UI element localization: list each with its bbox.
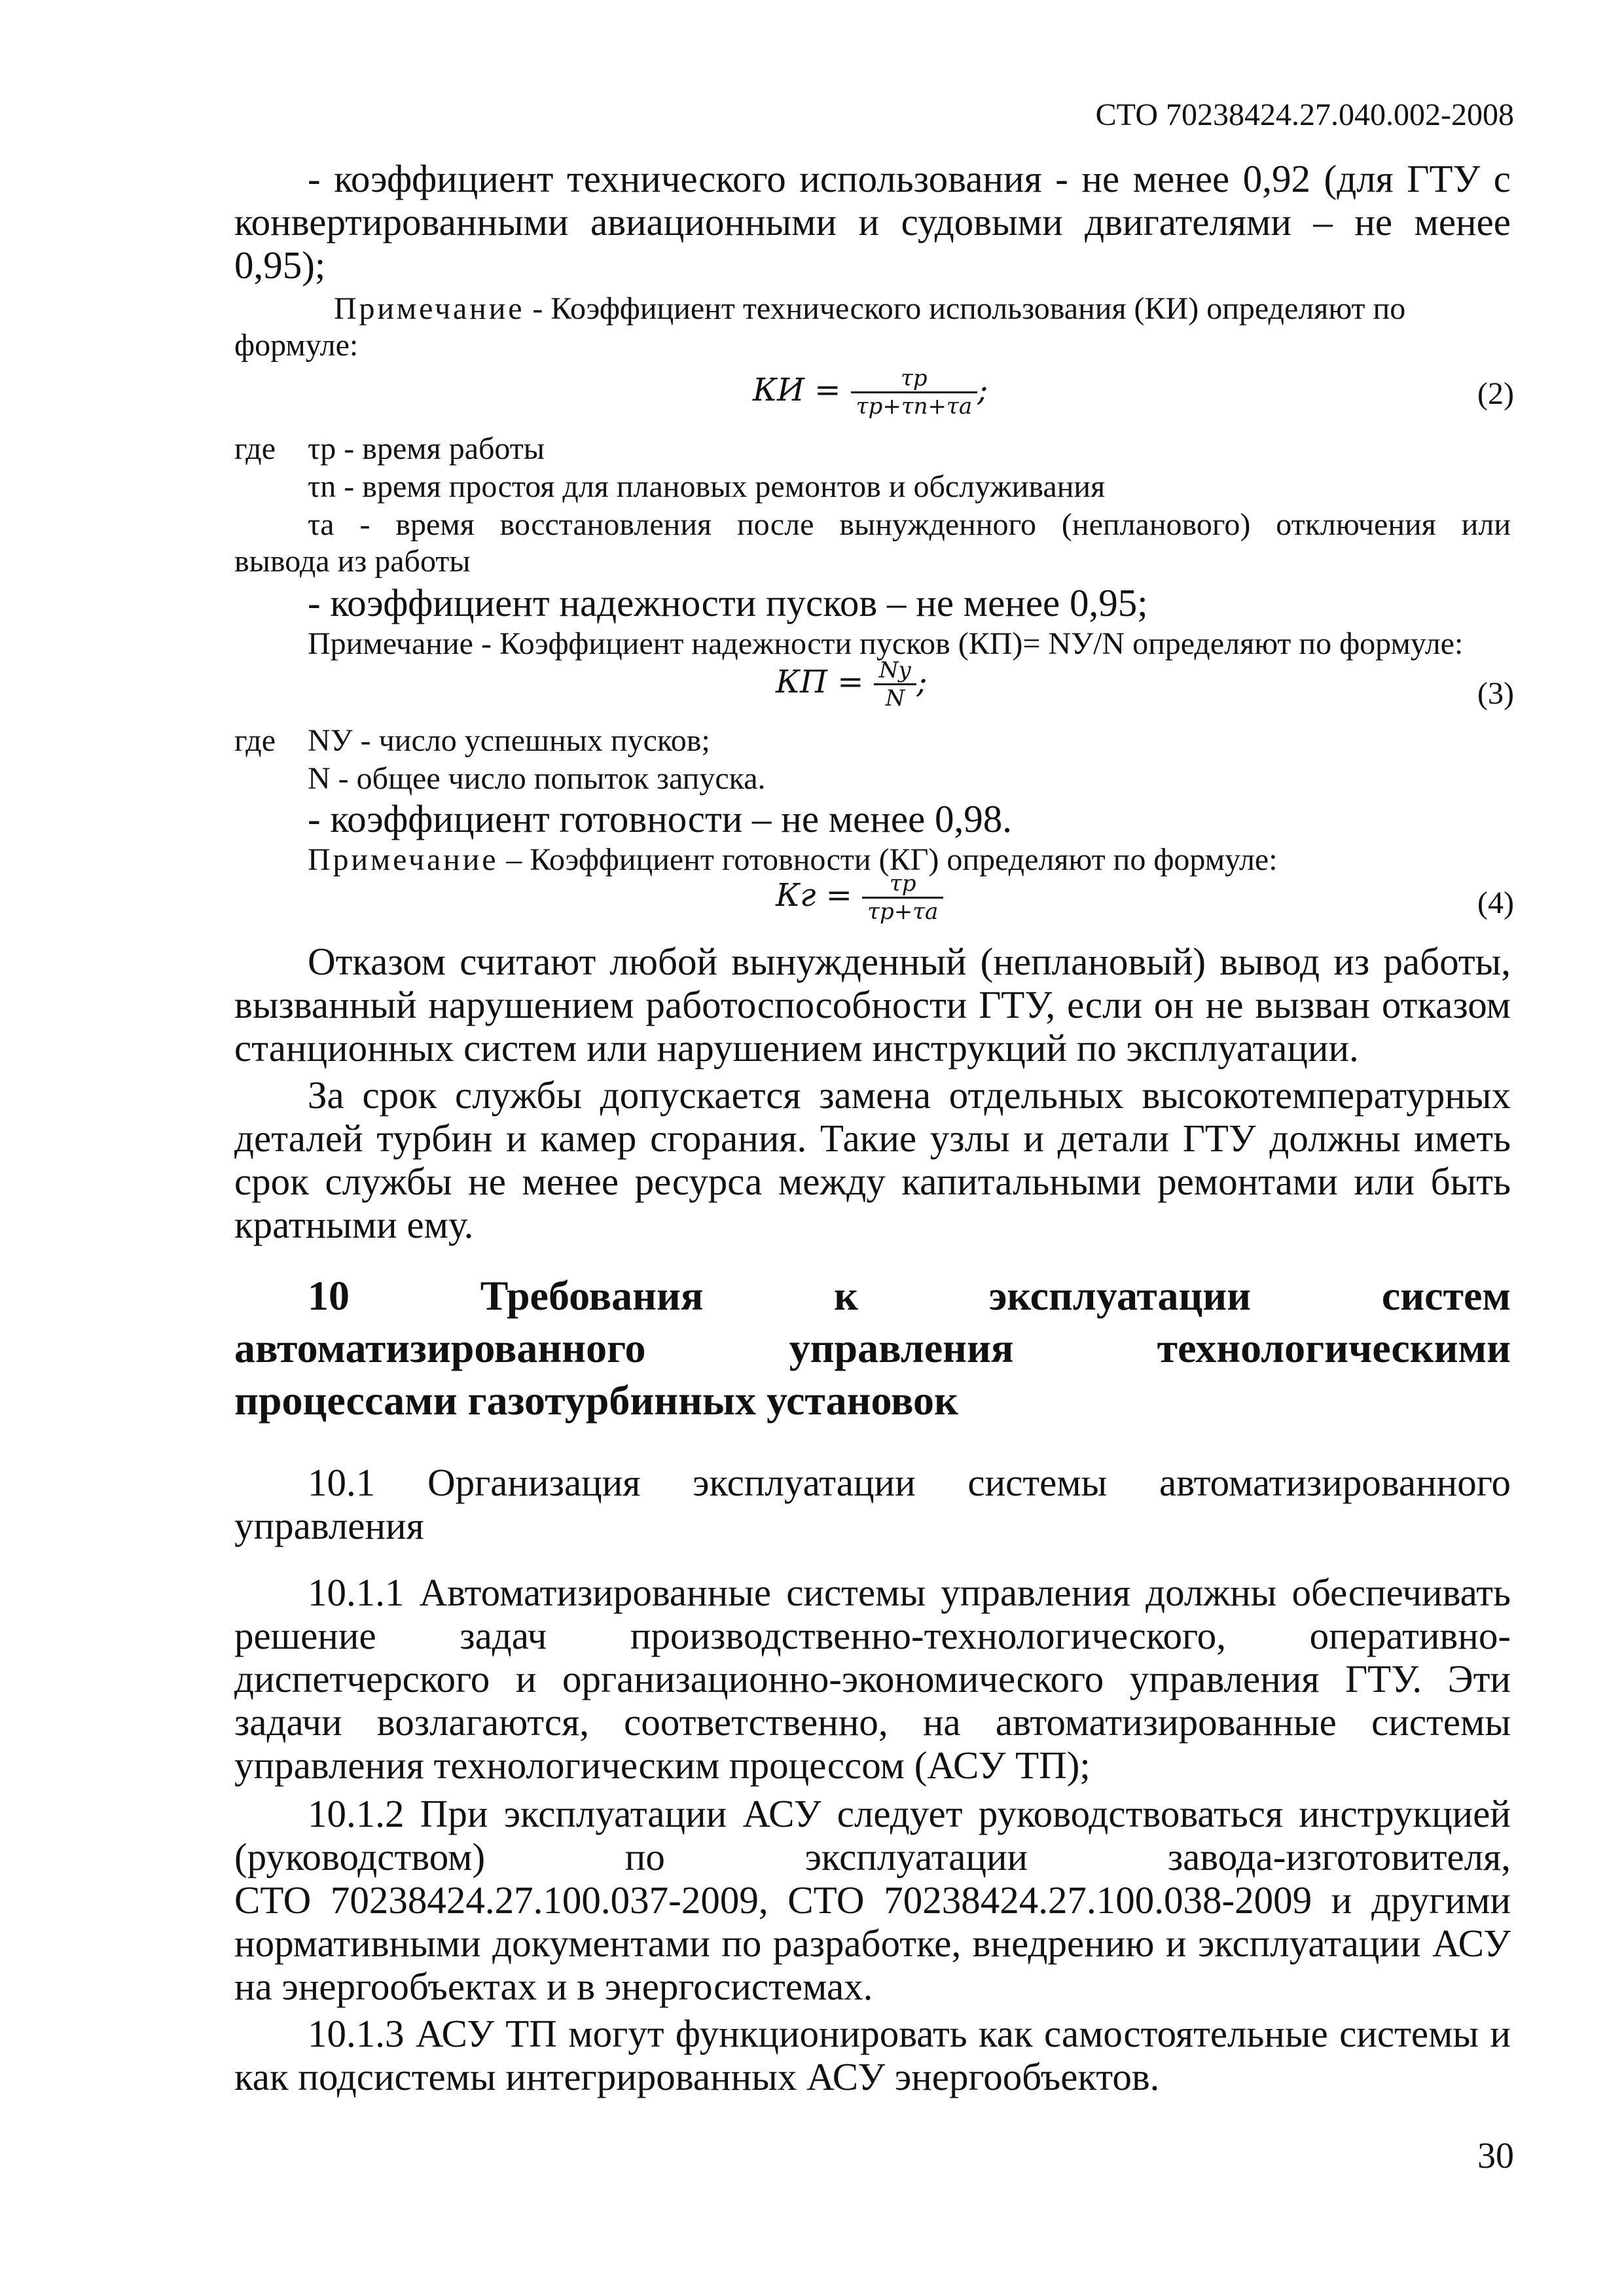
formula-tail: ; — [977, 372, 988, 408]
formula-4 — [776, 870, 943, 925]
fraction-denominator: N — [885, 685, 905, 711]
section-heading: 10 Требования к эксплуатации систем — [308, 1272, 1511, 1319]
note-label: Примечание — [334, 291, 525, 326]
note-text: – Коэффициент готовности (КГ) определяют по формуле: — [498, 842, 1278, 877]
paragraph-line: 0,95); — [234, 243, 326, 287]
paragraph-line: - коэффициент технического использования - не менее 0,92 (для ГТУ с — [308, 157, 1511, 200]
formula-lhs: КП = — [776, 664, 864, 700]
definition-n: N - общее число попыток запуска. — [308, 761, 766, 796]
paragraph-line: управления технологическим процессом (АСУ ТП); — [234, 1744, 1091, 1787]
formula-3 — [776, 657, 927, 711]
document-code: СТО 70238424.27.040.002-2008 — [1095, 98, 1514, 132]
paragraph-line: Отказом считают любой вынужденный (неплановый) вывод из работы, — [308, 940, 1511, 983]
paragraph-line: 10.1.1 Автоматизированные системы управления должны обеспечивать — [308, 1571, 1511, 1614]
formula-lhs: КИ = — [753, 372, 841, 408]
equation-number: (3) — [1477, 676, 1514, 711]
fraction-numerator: Nу — [878, 657, 912, 683]
paragraph-line: кратными ему. — [234, 1203, 474, 1246]
formula-fraction — [862, 870, 943, 925]
where-label: где — [234, 431, 276, 466]
formula-lhs: Кг = — [776, 877, 852, 914]
paragraph-line: конвертированными авиационными и судовыми двигателями – не менее — [234, 200, 1511, 243]
equation-number: (2) — [1477, 376, 1514, 411]
paragraph-line: деталей турбин и камер сгорания. Такие узлы и детали ГТУ должны иметь — [234, 1117, 1511, 1160]
formula-tail: ; — [916, 664, 928, 700]
subsection-heading: 10.1 Организация эксплуатации системы автоматизированного — [308, 1461, 1511, 1504]
note-text: - Коэффициент технического использования (КИ) определяют по — [524, 291, 1406, 326]
paragraph-line: За срок службы допускается замена отдельных высокотемпературных — [308, 1073, 1511, 1117]
paragraph-line: СТО 70238424.27.100.037-2009, СТО 70238424.27.100.038-2009 и другими — [234, 1878, 1511, 1922]
definition-ny: NУ - число успешных пусков; — [308, 723, 710, 758]
formula-2 — [753, 365, 988, 420]
paragraph-line: 10.1.2 При эксплуатации АСУ следует руководствоваться инструкцией — [308, 1792, 1511, 1835]
paragraph-line: 10.1.3 АСУ ТП могут функционировать как самостоятельные системы и — [308, 2012, 1511, 2055]
equation-number: (4) — [1477, 886, 1514, 920]
definition-tau-a: τa - время восстановления после вынужденного (непланового) отключения или — [308, 507, 1511, 542]
paragraph-line: (руководством) по эксплуатации завода-изготовителя, — [234, 1835, 1511, 1878]
paragraph-line: на энергообъектах и в энергосистемах. — [234, 1965, 873, 2008]
fraction-denominator: τр+τa — [867, 899, 939, 925]
definition-continuation: вывода из работы — [234, 544, 471, 579]
fraction-denominator: τр+τn+τa — [856, 393, 973, 420]
paragraph-line: как подсистемы интегрированных АСУ энергообъектов. — [234, 2055, 1160, 2098]
note-continuation: формуле: — [234, 328, 359, 363]
fraction-numerator: τр — [889, 870, 916, 897]
where-label: где — [234, 723, 276, 758]
formula-fraction — [874, 657, 916, 711]
paragraph-line: вызванный нарушением работоспособности ГТУ, если он не вызван отказом — [234, 983, 1511, 1026]
note-label: Примечание — [308, 842, 499, 877]
definition-tau-r: τр - время работы — [308, 431, 545, 466]
formula-fraction — [851, 365, 977, 420]
paragraph-line: станционных систем или нарушением инструкций по эксплуатации. — [234, 1026, 1359, 1069]
definition-tau-n: τn - время простоя для плановых ремонтов и обслуживания — [308, 469, 1106, 504]
paragraph-line: решение задач производственно-технологического, оперативно- — [234, 1614, 1511, 1657]
section-heading: автоматизированного управления технологическими — [234, 1325, 1511, 1371]
paragraph-line: задачи возлагаются, соответственно, на автоматизированные системы — [234, 1700, 1511, 1744]
paragraph-line: - коэффициент готовности – не менее 0,98. — [308, 797, 1013, 840]
paragraph-line: диспетчерского и организационно-экономического управления ГТУ. Эти — [234, 1657, 1511, 1700]
subsection-heading: управления — [234, 1504, 424, 1547]
paragraph-line: - коэффициент надежности пусков – не менее 0,95; — [308, 581, 1148, 624]
page-number: 30 — [1477, 2136, 1514, 2176]
paragraph-line: срок службы не менее ресурса между капитальными ремонтами или быть — [234, 1160, 1511, 1203]
paragraph-line: нормативными документами по разработке, внедрению и эксплуатации АСУ — [234, 1922, 1511, 1965]
note-1 — [334, 291, 1405, 327]
section-heading: процессами газотурбинных установок — [234, 1377, 958, 1424]
note-2: Примечание - Коэффициент надежности пусков (КП)= NУ/N определяют по формуле: — [308, 626, 1464, 661]
fraction-numerator: τр — [901, 365, 928, 391]
